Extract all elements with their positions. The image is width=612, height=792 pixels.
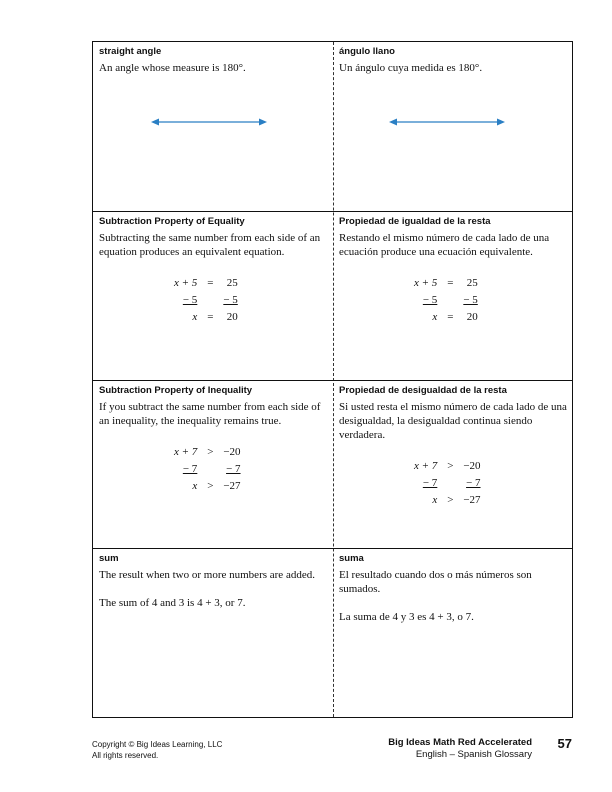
card-subtraction-equality-en [93, 212, 333, 380]
inequality-example: x + 7 > −20 − 7 − 7 x > −27 [174, 446, 241, 492]
term-title: Propiedad de igualdad de la resta [339, 216, 491, 227]
card-subtraction-inequality-en [93, 381, 333, 548]
term-example: The sum of 4 and 3 is 4 + 3, or 7. [99, 597, 246, 609]
straight-line-arrow-icon [389, 116, 505, 128]
term-definition: If you subtract the same number from each side of an inequality, the inequality remains true. [99, 401, 321, 427]
term-title: Subtraction Property of Inequality [99, 385, 253, 396]
equation-example: x + 5 = 25 − 5 − 5 x = 20 [414, 277, 478, 323]
term-definition: Subtracting the same number from each side of an equation produces an equivalent equation. [99, 232, 321, 258]
term-title: Subtraction Property of Equality [99, 216, 245, 227]
inequality-example: x + 7 > −20 − 7 − 7 x > −27 [414, 460, 481, 506]
book-title: Big Ideas Math Red Accelerated [388, 737, 532, 748]
card-sum-es [333, 549, 573, 717]
term-title: ángulo llano [339, 46, 395, 57]
term-title: sum [99, 553, 119, 564]
term-definition: Un ángulo cuya medida es 180°. [339, 62, 483, 74]
glossary-title: English – Spanish Glossary [415, 749, 532, 760]
term-example: La suma de 4 y 3 es 4 + 3, o 7. [339, 611, 474, 623]
rights-text: All rights reserved. [92, 751, 159, 760]
copyright-block [92, 739, 222, 761]
term-definition: An angle whose measure is 180°. [99, 62, 246, 74]
term-title: suma [339, 553, 364, 564]
glossary-card-grid [92, 41, 573, 718]
term-definition: The result when two or more numbers are added. [99, 569, 315, 581]
straight-line-arrow-icon [151, 116, 267, 128]
card-straight-angle-en [93, 42, 333, 211]
card-subtraction-inequality-es [333, 381, 573, 548]
page-number: 57 [557, 736, 572, 751]
term-definition: Si usted resta el mismo número de cada lado de una desigualdad, la desigualdad continua siendo verdadera. [339, 401, 567, 441]
term-definition: Restando el mismo número de cada lado de una ecuación produce una ecuación equivalente. [339, 232, 550, 258]
term-title: Propiedad de desigualdad de la resta [339, 385, 507, 396]
term-title: straight angle [99, 46, 162, 57]
equation-example: x + 5 = 25 − 5 − 5 x = 20 [174, 277, 238, 323]
book-info-block [388, 737, 532, 761]
copyright-text: Copyright © Big Ideas Learning, LLC [92, 740, 223, 749]
card-subtraction-equality-es [333, 212, 573, 380]
term-definition: El resultado cuando dos o más números son sumados. [339, 569, 532, 595]
card-sum-en [93, 549, 333, 717]
card-straight-angle-es [333, 42, 573, 211]
